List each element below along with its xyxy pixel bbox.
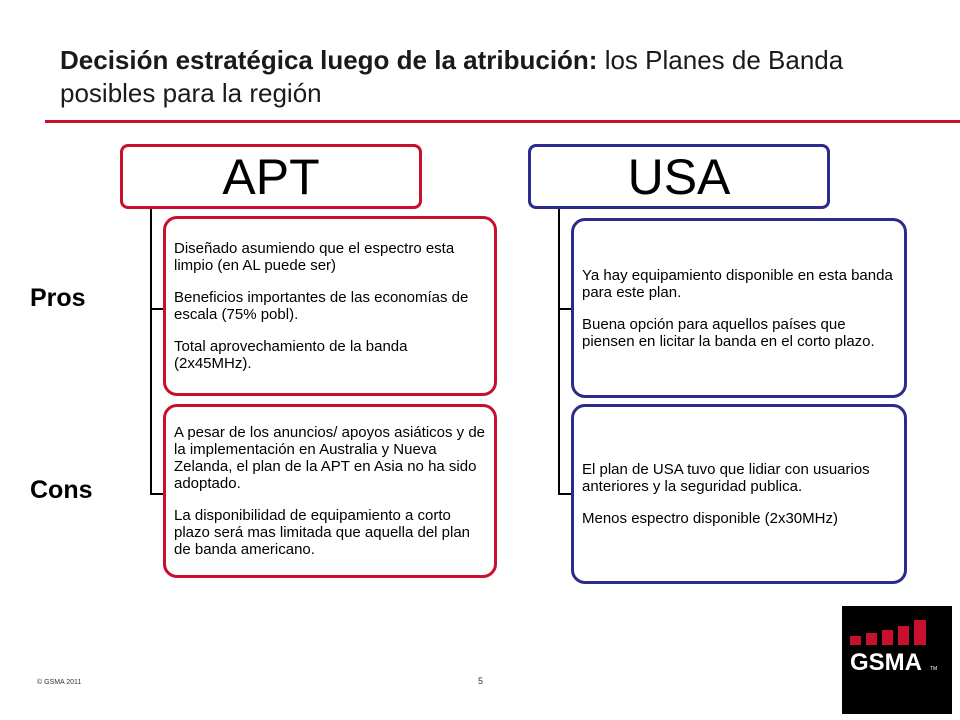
title-bold: Decisión estratégica luego de la atribución: xyxy=(60,45,598,75)
usa-connector xyxy=(558,209,560,495)
title-underline xyxy=(45,120,960,123)
apt-connector xyxy=(150,209,152,495)
apt-header xyxy=(120,144,422,209)
pros-label: Pros xyxy=(30,284,86,312)
apt-pro-2: Beneficios importantes de las economías de escala (75% pobl). xyxy=(174,289,469,323)
usa-header-label: USA xyxy=(627,148,731,205)
usa-pro-2: Buena opción para aquellos países que piensen en licitar la banda en el corto plazo. xyxy=(582,315,875,350)
gsma-logo-graphic xyxy=(842,606,952,714)
usa-con-2: Menos espectro disponible (2x30MHz) xyxy=(582,510,838,527)
usa-con-1: El plan de USA tuvo que lidiar con usuarios anteriores y la seguridad publica. xyxy=(582,461,870,495)
copyright-text: © GSMA 2011 xyxy=(37,679,82,686)
slide-title xyxy=(60,44,920,110)
logo-tm: TM xyxy=(930,666,938,672)
cons-label: Cons xyxy=(30,476,93,504)
usa-pro-1: Ya hay equipamiento disponible en esta banda para este plan. xyxy=(582,266,893,301)
gsma-logo xyxy=(842,606,952,714)
apt-pros-card xyxy=(163,216,497,396)
usa-pros-card xyxy=(571,218,907,398)
apt-pro-1: Diseñado asumiendo que el espectro esta limpio (en AL puede ser) xyxy=(174,240,455,274)
usa-cons-card xyxy=(571,404,907,584)
page-number: 5 xyxy=(478,676,484,686)
apt-header-label: APT xyxy=(222,148,320,205)
apt-con-2: La disponibilidad de equipamiento a corto plazo será mas limitada que aquella del plan de banda americano. xyxy=(174,507,471,558)
apt-pro-3: Total aprovechamiento de la banda (2x45MHz). xyxy=(174,338,408,372)
apt-cons-card xyxy=(163,404,497,578)
apt-con-1: A pesar de los anuncios/ apoyos asiáticos y de la implementación en Australia y Nueva Zelanda, el plan de la APT en Asia no ha sido adoptado. xyxy=(174,424,486,492)
title-rest: los Planes de Banda posibles para la región xyxy=(60,45,844,108)
usa-header xyxy=(528,144,830,209)
logo-text: GSMA xyxy=(850,649,922,676)
